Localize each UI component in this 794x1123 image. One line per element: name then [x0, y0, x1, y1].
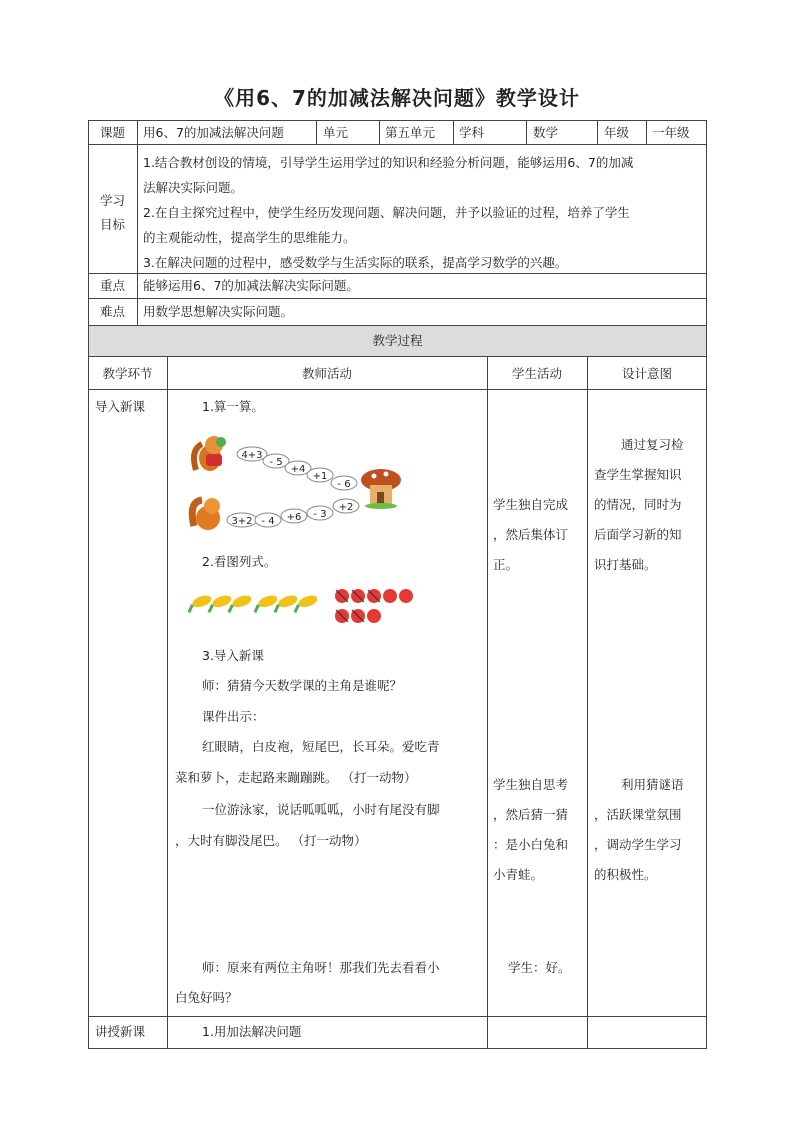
subject-label: 学科: [459, 125, 485, 140]
key-point-label: 重点: [99, 278, 125, 293]
corn-apple-illustration: [188, 584, 418, 632]
process-header: 教学过程: [372, 333, 423, 348]
document-title: 《用6、7的加减法解决问题》教学设计: [214, 86, 580, 110]
item-intro: 3.导入新课: [202, 648, 264, 663]
item-calc: 1.算一算。: [202, 399, 264, 414]
riddle1-b: 菜和萝卜，走起路来蹦蹦跳。 （打一动物）: [175, 770, 417, 785]
key-point-text: 能够运用6、7的加减法解决实际问题。: [143, 278, 359, 293]
goals-label: 学习 目标: [99, 193, 125, 232]
chain-top-1: 4+3: [241, 450, 263, 461]
chain-bottom-5: +2: [338, 502, 354, 513]
chain-bottom-4: - 3: [313, 509, 327, 520]
corn-icon: [188, 593, 319, 612]
student-activity-2: 学生独自思考 ，然后猜一猜 ：是小白兔和 小青蛙。: [493, 777, 569, 882]
chain-bottom-2: - 4: [261, 516, 275, 527]
col-intent: 设计意图: [621, 366, 672, 381]
subject-value: 数学: [533, 125, 559, 140]
item-picture: 2.看图列式。: [202, 554, 277, 569]
teacher-q2: 课件出示：: [202, 709, 265, 724]
chain-top-3: +4: [290, 464, 306, 475]
col-student: 学生活动: [511, 366, 562, 381]
chain-bottom-1: 3+2: [231, 516, 253, 527]
student-activity-1: 学生独自完成 ，然后集体订 正。: [493, 497, 569, 572]
chain-top-5: - 6: [337, 479, 351, 490]
intent-1: 通过复习检 查学生掌握知识 的情况，同时为 后面学习新的知 识打基础。: [594, 437, 684, 572]
riddle2-a: 一位游泳家，说话呱呱呱，小时有尾没有脚: [202, 802, 440, 817]
chain-top-4: +1: [312, 471, 328, 482]
grade-label: 年级: [604, 125, 630, 140]
intent-2: 利用猜谜语 ，活跃课堂氛围 ，调动学生学习 的积极性。: [594, 777, 684, 882]
squirrel-icon: [192, 498, 220, 530]
intro-stage: 导入新课: [95, 399, 146, 414]
col-stage: 教学环节: [102, 366, 153, 381]
mushroom-house-icon: [361, 469, 401, 509]
calc-chain-illustration: [188, 430, 418, 535]
col-teacher: 教师活动: [301, 366, 352, 381]
teach-item1: 1.用加法解决问题: [202, 1024, 302, 1039]
teacher-q1: 师：猜猜今天数学课的主角是谁呢？: [202, 678, 403, 693]
teacher-q3-b: 白兔好吗？: [175, 990, 238, 1005]
chain-bottom-3: +6: [286, 512, 302, 523]
topic-label: 课题: [99, 125, 125, 140]
unit-label: 单元: [323, 125, 349, 140]
chain-top-2: - 5: [269, 457, 283, 468]
difficulty-text: 用数学思想解决实际问题。: [143, 304, 294, 319]
riddle1-a: 红眼睛，白皮袍，短尾巴，长耳朵。爱吃青: [202, 739, 440, 754]
teach-stage: 讲授新课: [95, 1024, 146, 1039]
difficulty-label: 难点: [99, 304, 125, 319]
grade-value: 一年级: [652, 125, 690, 140]
teacher-q3-a: 师：原来有两位主角呀！那我们先去看看小: [202, 960, 440, 975]
unit-value: 第五单元: [385, 125, 436, 140]
student-activity-3: 学生：好。: [508, 960, 571, 975]
squirrel-icon: [194, 436, 226, 471]
apple-icon: [335, 589, 413, 623]
topic-value: 用6、7的加减法解决问题: [143, 125, 284, 140]
goals-text: 1.结合教材创设的情境，引导学生运用学过的知识和经验分析问题，能够运用6、7的加减 法解决实际问题。 2.在自主探究过程中，使学生经历发现问题、解决问题，并予以验证的过程，培养了学生 的主观能动性，提高学生的思维能力。 3.在解决问题的过程中，感受数学与生活实际的联系，提高学习数学的兴趣。: [143, 155, 634, 270]
riddle2-b: ，大时有脚没尾巴。 （打一动物）: [175, 833, 367, 848]
